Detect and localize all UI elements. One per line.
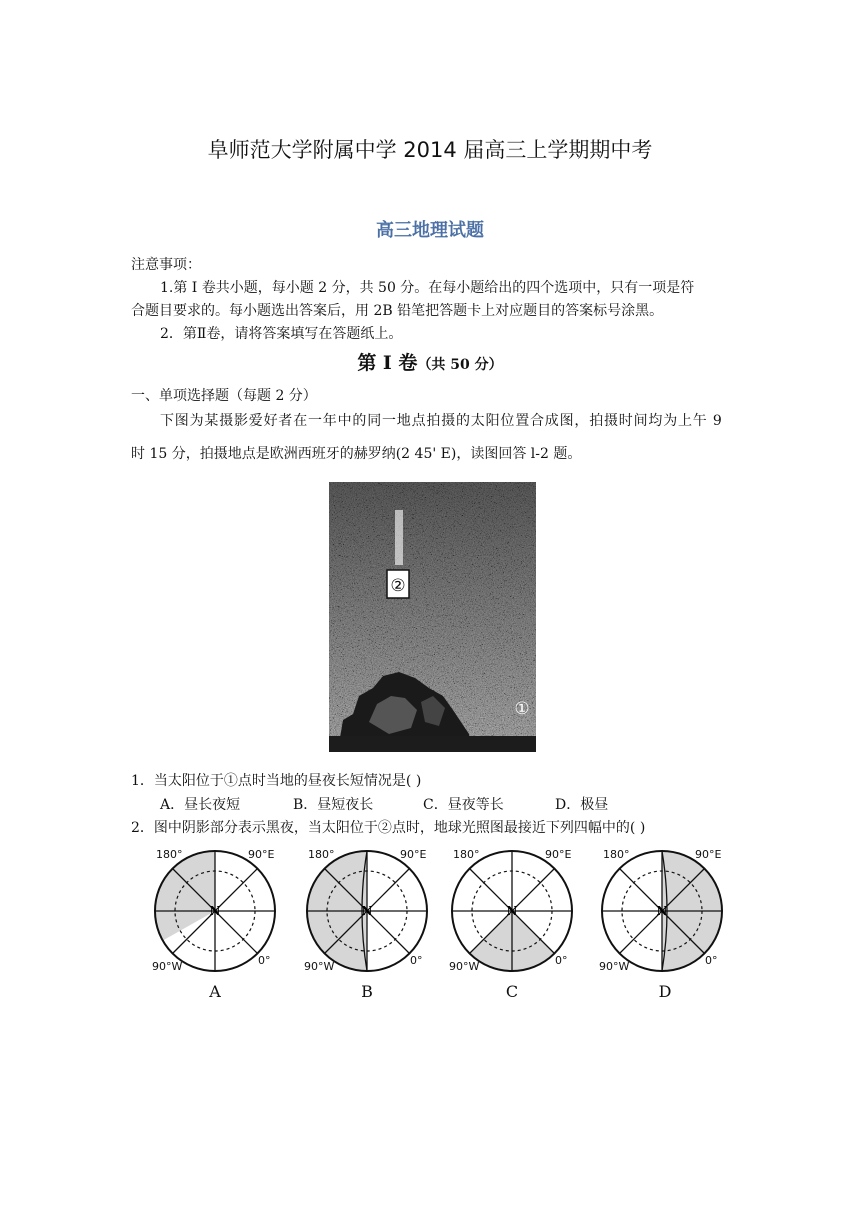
diagram-d-label: D <box>658 982 672 1001</box>
label-180: 180° <box>156 848 183 861</box>
north-pole-label: N <box>209 904 221 918</box>
question-1-stem: 1．当太阳位于①点时当地的昼夜长短情况是( ) <box>131 773 422 789</box>
section-title-main: 第 I 卷 <box>357 352 418 374</box>
label-90e: 90°E <box>248 848 275 861</box>
diagram-c <box>447 846 577 976</box>
label-90w: 90°W <box>152 960 183 973</box>
sun-position-photo <box>329 482 536 752</box>
marker-1: ① <box>514 699 530 719</box>
q1-option-b: B．昼短夜长 <box>293 797 374 813</box>
label-180: 180° <box>453 848 480 861</box>
notice-item-2: 2．第Ⅱ卷，请将答案填写在答题纸上。 <box>160 326 403 342</box>
diagram-b <box>302 846 432 976</box>
label-180: 180° <box>308 848 335 861</box>
north-pole-label: N <box>361 904 373 918</box>
label-90e: 90°E <box>545 848 572 861</box>
page-title: 阜师范大学附属中学 2014 届高三上学期期中考 <box>207 138 653 162</box>
north-pole-label: N <box>656 904 668 918</box>
label-90w: 90°W <box>449 960 480 973</box>
section-title <box>0 348 860 375</box>
diagram-a-label: A <box>209 982 221 1001</box>
label-90w: 90°W <box>304 960 335 973</box>
diagram-a <box>150 846 280 976</box>
diagram-b-label: B <box>361 982 373 1001</box>
diagram-d <box>597 846 727 976</box>
north-pole-label: N <box>506 904 518 918</box>
q1-option-c: C．昼夜等长 <box>423 797 504 813</box>
notice-heading: 注意事项： <box>131 257 201 273</box>
label-90w: 90°W <box>599 960 630 973</box>
intro-line-1: 下图为某摄影爱好者在一年中的同一地点拍摄的太阳位置合成图，拍摄时间均为上午 9 <box>160 413 723 429</box>
question-2-stem: 2．图中阴影部分表示黑夜，当太阳位于②点时，地球光照图最接近下列四幅中的( ) <box>131 820 646 836</box>
label-90e: 90°E <box>695 848 722 861</box>
label-0: 0° <box>258 954 271 967</box>
label-0: 0° <box>705 954 718 967</box>
diagram-c-label: C <box>505 982 519 1001</box>
label-0: 0° <box>410 954 423 967</box>
label-0: 0° <box>555 954 568 967</box>
label-90e: 90°E <box>400 848 427 861</box>
intro-line-2: 时 15 分，拍摄地点是欧洲西班牙的赫罗纳(2 45' E)，读图回答 l-2 题。 <box>131 446 582 462</box>
marker-2: ② <box>390 576 406 596</box>
exam-subtitle: 高三地理试题 <box>376 220 484 241</box>
label-180: 180° <box>603 848 630 861</box>
section-score: （共 50 分） <box>417 357 503 373</box>
q1-option-d: D．极昼 <box>555 797 609 813</box>
part-heading: 一、单项选择题（每题 2 分） <box>131 388 317 404</box>
q1-option-a: A．昼长夜短 <box>160 797 241 813</box>
notice-item-1-line-1: 1.第 I 卷共小题，每小题 2 分，共 50 分。在每小题给出的四个选项中，只有一项是符 <box>160 280 695 296</box>
notice-item-1-line-2: 合题目要求的。每小题选出答案后，用 2B 铅笔把答题卡上对应题目的答案标号涂黑。 <box>131 303 664 319</box>
